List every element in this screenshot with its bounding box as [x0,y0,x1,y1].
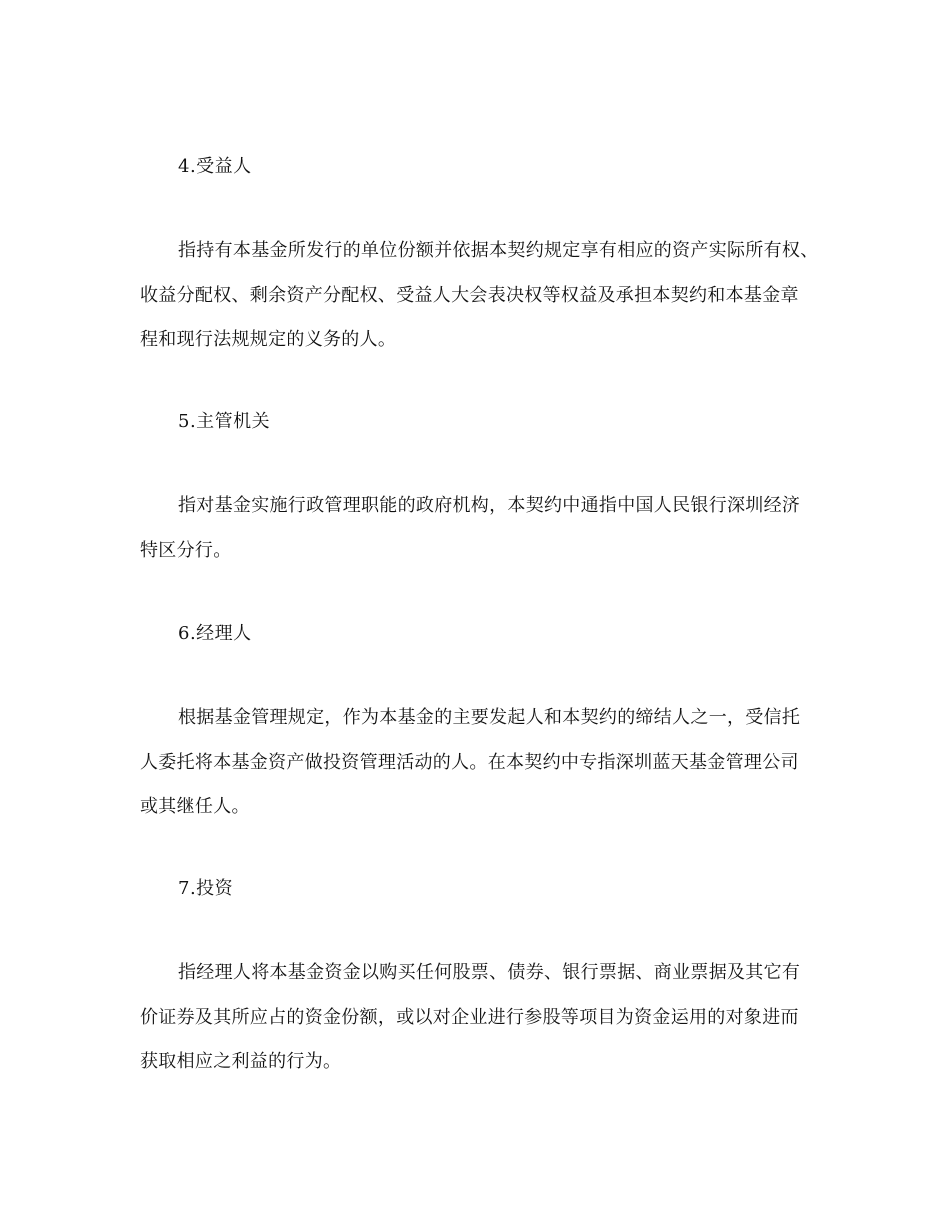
paragraph-line: 指对基金实施行政管理职能的政府机构，本契约中通指中国人民银行深圳经济 [178,495,801,516]
paragraph-line: 根据基金管理规定，作为本基金的主要发起人和本契约的缔结人之一，受信托 [178,707,801,728]
section-paragraph-5 [140,484,820,573]
paragraph-line: 特区分行。 [140,539,232,561]
paragraph-line: 或其继任人。 [140,796,250,817]
paragraph-line: 收益分配权、剩余资产分配权、受益人大会表决权等权益及承担本契约和本基金章 [140,284,799,306]
section-paragraph-4 [140,229,820,363]
paragraph-line: 获取相应之利益的行为。 [140,1051,342,1072]
section-paragraph-7 [140,951,820,1085]
paragraph-line: 人委托将本基金资产做投资管理活动的人。在本契约中专指深圳蓝天基金管理公司 [140,751,799,773]
section-heading-4: 4.受益人 [178,156,252,177]
paragraph-line: 指经理人将本基金资金以购买任何股票、债券、银行票据、商业票据及其它有 [178,962,801,983]
paragraph-line: 程和现行法规规定的义务的人。 [140,329,397,350]
paragraph-line: 价证券及其所应占的资金份额，或以对企业进行参股等项目为资金运用的对象进而 [140,1006,799,1028]
paragraph-line: 指持有本基金所发行的单位份额并依据本契约规定享有相应的资产实际所有权、 [178,240,819,261]
section-heading-5: 5.主管机关 [178,411,271,432]
section-heading-6: 6.经理人 [178,623,252,644]
section-heading-7: 7.投资 [178,878,234,899]
section-paragraph-6 [140,696,820,830]
